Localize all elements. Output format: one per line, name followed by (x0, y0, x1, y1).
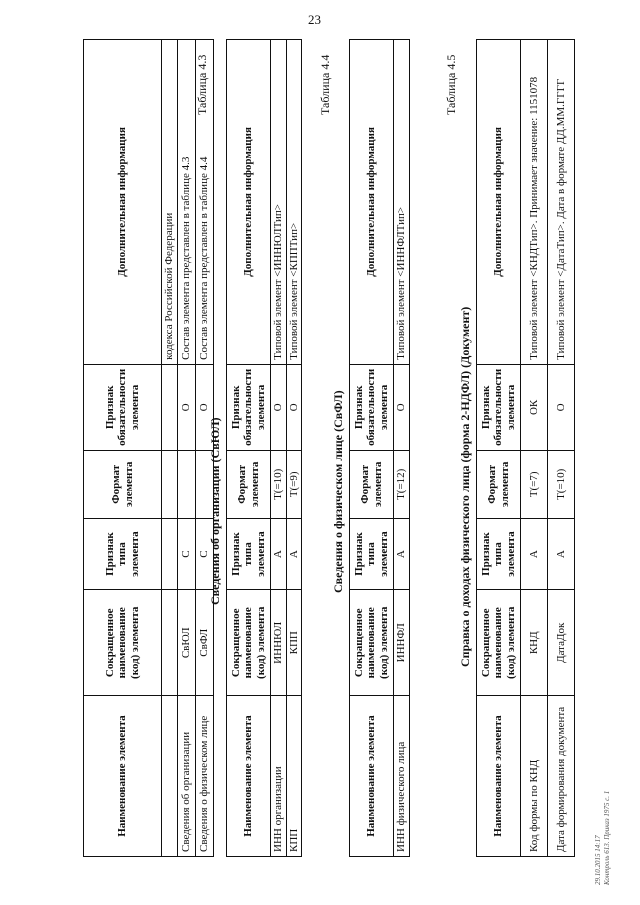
cell: T(=10) (271, 450, 287, 518)
header-cell: Признак обязательности элемента (477, 364, 521, 450)
cell (162, 696, 178, 857)
cell (162, 590, 178, 696)
header-cell: Дополнительная информация (227, 40, 271, 365)
cell: А (271, 518, 287, 590)
table-document (476, 39, 575, 857)
cell (162, 450, 178, 518)
header-cell: Признак типа элемента (227, 518, 271, 590)
stamp-line: Контроль 613. Приказ 1975 с. 1 (603, 790, 612, 885)
table-title: Сведения об организации (СвЮЛ) (208, 417, 222, 605)
cell: Типовой элемент <ИННФЛТип> (394, 40, 410, 365)
header-cell: Наименование элемента (227, 696, 271, 857)
cell: КНД (521, 590, 548, 696)
cell: С (195, 518, 213, 590)
cell: С (177, 518, 195, 590)
header-cell: Сокращенное наименование (код) элемента (84, 590, 162, 696)
cell: T(=10) (548, 450, 575, 518)
cell (162, 518, 178, 590)
cell: кодекса Российской Федерации (162, 40, 178, 365)
cell: О (394, 364, 410, 450)
cell: О (286, 364, 302, 450)
page-number: 23 (308, 12, 321, 27)
table-title: Справка о доходах физического лица (форма 2-НДФЛ) (Документ) (458, 306, 472, 667)
table-row (521, 40, 548, 857)
table-row (548, 40, 575, 857)
table-header-row (350, 40, 394, 857)
header-cell: Признак типа элемента (477, 518, 521, 590)
header-cell: Формат элемента (477, 450, 521, 518)
table-row (162, 40, 178, 857)
header-cell: Сокращенное наименование (код) элемента (350, 590, 394, 696)
cell: ИНН физического лица (394, 696, 410, 857)
table-row (271, 40, 287, 857)
cell: А (286, 518, 302, 590)
cell: КПП (286, 696, 302, 857)
table-svul (226, 39, 302, 857)
cell: А (394, 518, 410, 590)
cell: Дата формирования документа (548, 696, 575, 857)
cell: ИННФЛ (394, 590, 410, 696)
table-caption: Таблица 4.3 (195, 54, 209, 115)
cell: О (177, 364, 195, 450)
cell: КПП (286, 590, 302, 696)
header-cell: Дополнительная информация (477, 40, 521, 365)
table-row (286, 40, 302, 857)
table-row (177, 40, 195, 857)
table-header-row (477, 40, 521, 857)
cell: ИННЮЛ (271, 590, 287, 696)
header-cell: Формат элемента (84, 450, 162, 518)
header-cell: Признак типа элемента (84, 518, 162, 590)
cell: Типовой элемент <КНДТип>. Принимает значение: 1151078 (521, 40, 548, 365)
cell: О (548, 364, 575, 450)
cell: О (195, 364, 213, 450)
cell: Типовой элемент <ИННЮЛТип> (271, 40, 287, 365)
cell: ДатаДок (548, 590, 575, 696)
table-header-row (227, 40, 271, 857)
cell: Состав элемента представлен в таблице 4.3 (177, 40, 195, 365)
table-caption: Таблица 4.4 (318, 54, 332, 115)
header-cell: Формат элемента (227, 450, 271, 518)
cell: T(=7) (521, 450, 548, 518)
cell: ИНН организации (271, 696, 287, 857)
cell: Состав элемента представлен в таблице 4.4 (195, 40, 213, 365)
header-cell: Признак обязательности элемента (350, 364, 394, 450)
header-cell: Формат элемента (350, 450, 394, 518)
header-cell: Дополнительная информация (84, 40, 162, 365)
cell: Сведения о физическом лице (195, 696, 213, 857)
cell: T(=12) (394, 450, 410, 518)
cell: ОК (521, 364, 548, 450)
header-cell: Наименование элемента (84, 696, 162, 857)
header-cell: Признак обязательности элемента (84, 364, 162, 450)
cell: СвФЛ (195, 590, 213, 696)
cell: СвЮЛ (177, 590, 195, 696)
cell: О (271, 364, 287, 450)
cell: А (548, 518, 575, 590)
cell: T(=9) (286, 450, 302, 518)
table-main-continued (83, 39, 214, 857)
header-cell: Признак обязательности элемента (227, 364, 271, 450)
cell (162, 364, 178, 450)
registration-stamp (594, 791, 612, 885)
table-row (394, 40, 410, 857)
header-cell: Признак типа элемента (350, 518, 394, 590)
cell: Код формы по КНД (521, 696, 548, 857)
cell: Сведения об организации (177, 696, 195, 857)
stamp-line: 29.10.2015 14:17 (594, 835, 602, 885)
cell: Типовой элемент <КППТип> (286, 40, 302, 365)
cell (177, 450, 195, 518)
table-header-row (84, 40, 162, 857)
table-caption: Таблица 4.5 (444, 54, 458, 115)
header-cell: Дополнительная информация (350, 40, 394, 365)
header-cell: Наименование элемента (350, 696, 394, 857)
header-cell: Наименование элемента (477, 696, 521, 857)
cell: Типовой элемент <ДатаТип>. Дата в формате ДД.ММ.ГГГГ (548, 40, 575, 365)
header-cell: Сокращенное наименование (код) элемента (227, 590, 271, 696)
table-svfl (349, 39, 410, 857)
header-cell: Сокращенное наименование (код) элемента (477, 590, 521, 696)
cell: А (521, 518, 548, 590)
table-title: Сведения о физическом лице (СвФЛ) (331, 390, 345, 593)
